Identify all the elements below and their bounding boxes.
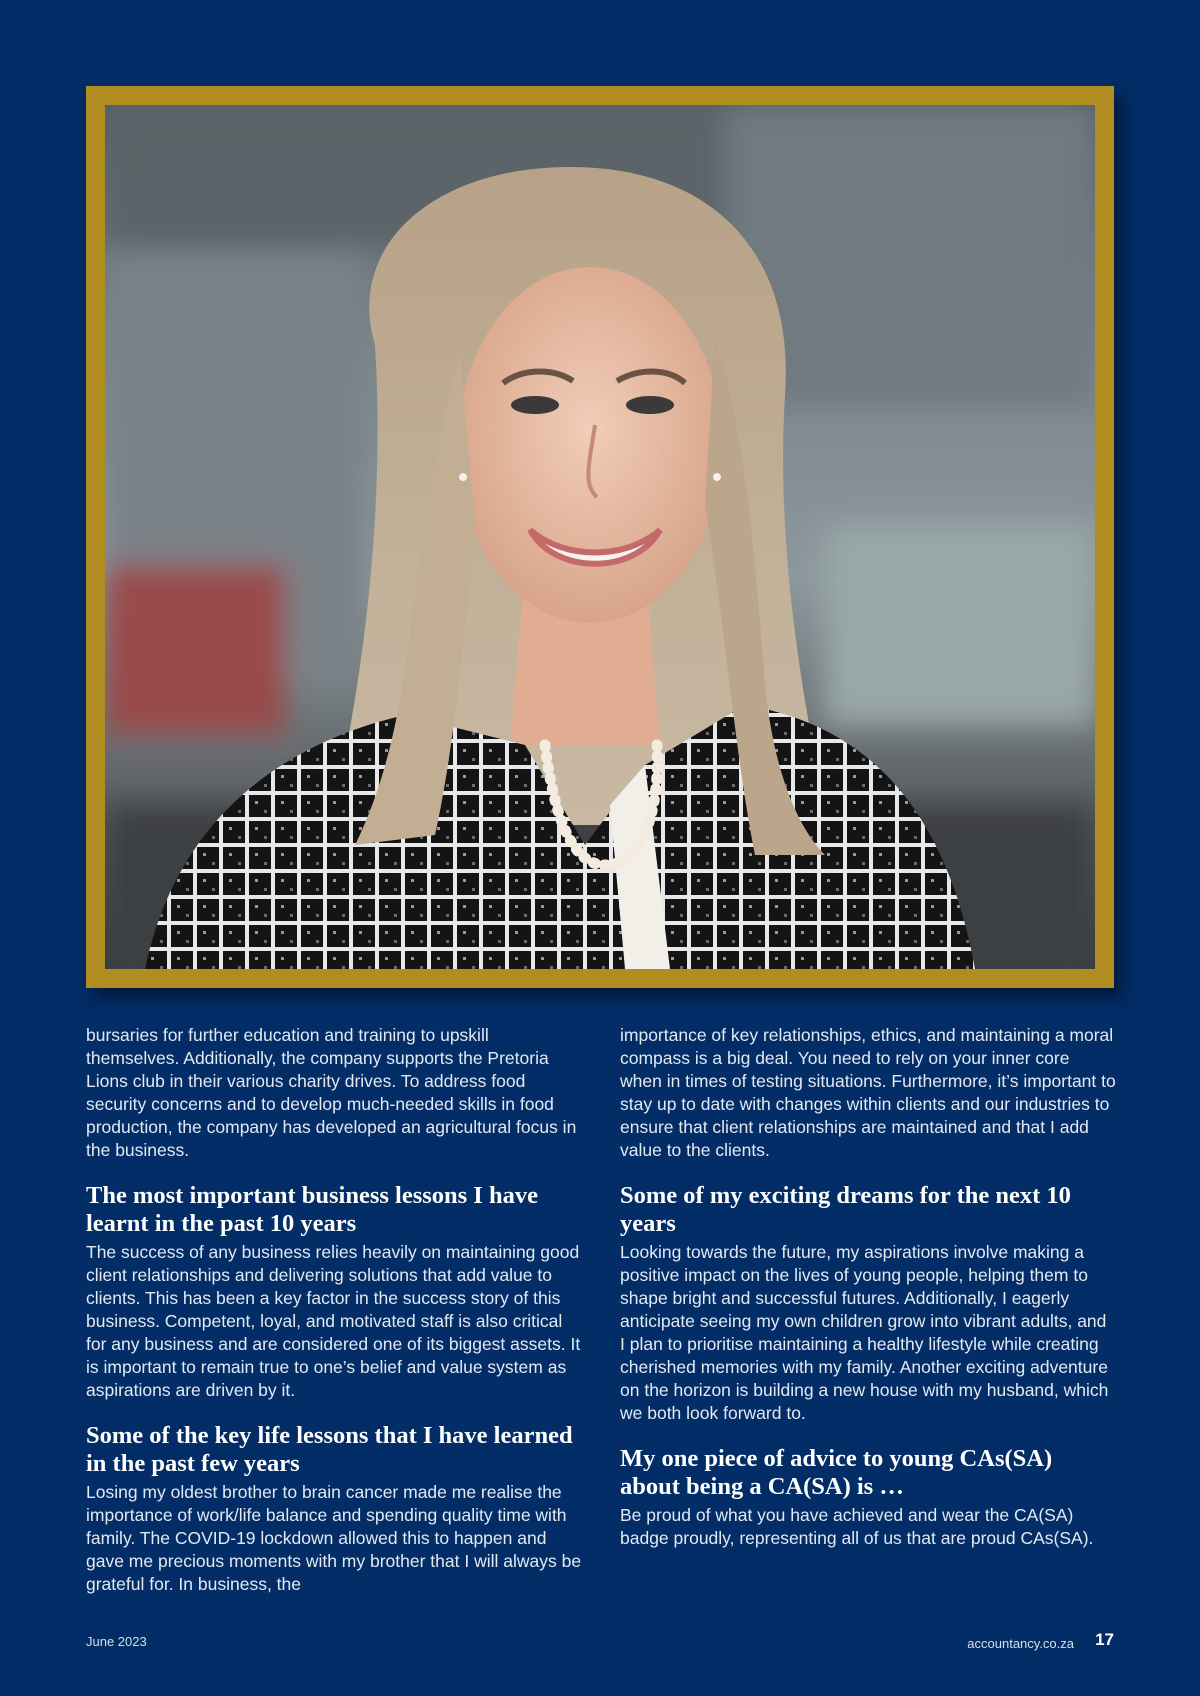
business-lessons-paragraph: The success of any business relies heavily on maintaining good client relationships and delivering solutions that add value to clients. This has been a key factor in the success story of this business. Competent, loyal, and motivated staff is also critical for any business and are considered one of its biggest assets. It is important to remain true to one’s belief and value system as aspirations are driven by it.	[86, 1242, 581, 1400]
dreams-paragraph: Looking towards the future, my aspirations involve making a positive impact on the lives of young people, helping them to shape bright and successful futures. Additionally, I eagerly anticipate seeing my own children grow into vibrant adults, and I plan to prioritise maintaining a healthy lifestyle while creating cherished memories with my family. Another exciting adventure on the horizon is building a new house with my husband, which we both look forward to.	[620, 1242, 1109, 1423]
portrait-photo-frame	[86, 86, 1114, 988]
footer-date: June 2023	[86, 1634, 147, 1649]
advice-heading: My one piece of advice to young CAs(SA) about being a CA(SA) is …	[620, 1445, 1053, 1500]
footer-website-link[interactable]: accountancy.co.za	[967, 1636, 1074, 1651]
dreams-heading: Some of my exciting dreams for the next 10 years	[620, 1182, 1071, 1237]
right-intro-paragraph: importance of key relationships, ethics, and maintaining a moral compass is a big deal. You need to rely on your inner core when in times of testing situations. Furthermore, it’s important to stay up to date with changes within clients and our industries to ensure that client relationships are maintained and that I add value to the clients.	[620, 1025, 1116, 1160]
right-column	[620, 1024, 1116, 1550]
life-lessons-paragraph: Losing my oldest brother to brain cancer made me realise the importance of work/life balance and spending quality time with family. The COVID-19 lockdown allowed this to happen and gave me precious moments with my brother that I will always be grateful for. In business, the	[86, 1482, 582, 1594]
business-lessons-heading: The most important business lessons I have learnt in the past 10 years	[86, 1182, 538, 1237]
life-lessons-heading: Some of the key life lessons that I have learned in the past few years	[86, 1422, 573, 1477]
left-column	[86, 1024, 582, 1596]
portrait-illustration	[105, 105, 1095, 969]
page-number: 17	[1095, 1630, 1114, 1649]
portrait-photo	[105, 105, 1095, 969]
left-intro-paragraph: bursaries for further education and training to upskill themselves. Additionally, the company supports the Pretoria Lions club in their various charity drives. To address food security concerns and to develop much-needed skills in food production, the company has developed an agricultural focus in the business.	[86, 1025, 577, 1160]
advice-paragraph: Be proud of what you have achieved and wear the CA(SA) badge proudly, representing all of us that are proud CAs(SA).	[620, 1505, 1094, 1548]
